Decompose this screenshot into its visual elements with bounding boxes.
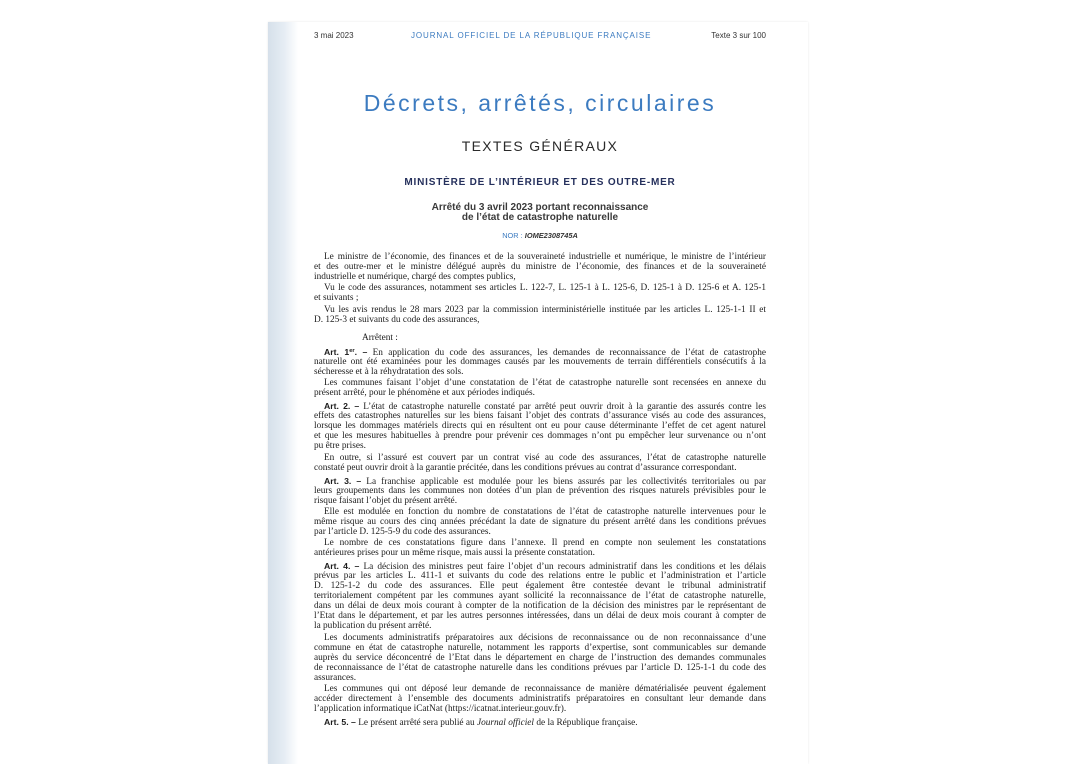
article-3 <box>314 476 766 506</box>
text-line <box>314 293 766 303</box>
line-text: commune en état de catastrophe naturelle, notamment les rapports d’expertise, sont communicables sur demande <box>314 642 766 653</box>
text-line <box>314 347 766 357</box>
subsection-title: TEXTES GÉNÉRAUX <box>461 138 619 154</box>
text-line <box>314 653 766 663</box>
section-title: Décrets, arrêtés, circulaires <box>363 90 717 116</box>
line-segment: de la République française. <box>534 718 638 728</box>
line-text: présent arrêté, pour le phénomène et aux périodes indiqués. <box>314 388 535 399</box>
para-paragraph <box>314 378 766 398</box>
line-text: Le ministre de l’économie, des finances et de la souveraineté industrielle et numérique, le ministre de l’intérieur <box>324 252 766 262</box>
text-line <box>314 378 766 388</box>
line-text: prévus par les articles L. 411-1 et suivants du code des relations entre le public et l’administration et l’article <box>314 571 766 582</box>
article-label-superscript: er <box>349 347 355 354</box>
line-text: l’application informatique iCatNat (https://icatnat.interieur.gouv.fr). <box>314 704 567 715</box>
article-label-dash: . – <box>347 401 360 412</box>
text-line <box>314 367 766 377</box>
line-text: D. 125-3 et suivants du code des assurances, <box>314 314 480 325</box>
line-text: auprès du service déconcentré de l’Etat dans le département en charge de l’instruction des demandes communales <box>314 652 766 663</box>
line-text: l’Etat dans le département, et par les autres personnes intéressées, dans un délai de deux mois courant à compter de <box>314 611 766 622</box>
line-text: et que les mesures habituelles à prendre pour prévenir ces dommages n’ont pu empêcher leur survenance ou n’ont <box>314 431 766 442</box>
text-line <box>314 611 766 621</box>
text-line <box>314 643 766 653</box>
line-text: Les communes faisant l’objet d’une constatation de l’état de catastrophe naturelle sont recensées en annexe du <box>324 378 766 389</box>
line-text: En outre, si l’assuré est couvert par un contrat visé au code des assurances, l’état de catastrophe naturelle <box>324 452 766 463</box>
text-line <box>314 463 766 473</box>
text-line <box>314 527 766 537</box>
article-label <box>324 561 359 571</box>
line-text: risque faisant l’objet du présent arrêté. <box>314 495 458 506</box>
article-label-dash: . – <box>348 475 362 486</box>
line-text: territorialement compétent par les communes ayant sollicité la reconnaissance de l’état de catastrophe naturelle, <box>314 591 766 602</box>
text-number: Texte 3 sur 100 <box>711 31 766 40</box>
article-label-text: Art. 5 <box>324 717 347 727</box>
article-label <box>324 476 361 486</box>
article-label <box>324 347 367 357</box>
article-label-text: Art. 2 <box>324 401 348 412</box>
text-line <box>314 357 766 367</box>
text-line <box>314 704 766 714</box>
text-line <box>314 262 766 272</box>
preamble-paragraph <box>314 305 766 325</box>
text-line <box>314 601 766 611</box>
line-text: effets des catastrophes naturelles sur les biens faisant l’objet des contrats d’assurance visés au code des assurances, <box>314 411 766 422</box>
text-line <box>314 315 766 325</box>
article-label-text: Art. 4 <box>324 561 348 572</box>
decree-title-line: Arrêté du 3 avril 2023 portant reconnaissance <box>431 201 649 213</box>
nor-code: IOME2308745A <box>524 230 578 240</box>
text-line <box>314 717 766 727</box>
line-text: industrielle et numérique, chargé des comptes publics, <box>314 272 516 283</box>
page-edge-strip <box>268 22 298 764</box>
para-paragraph <box>314 633 766 683</box>
line-text: Les communes qui ont déposé leur demande de reconnaissance de manière dématérialisée peuvent également <box>324 684 766 695</box>
arretent-text: Arrêtent : <box>362 333 398 343</box>
emphasis-text: Journal officiel <box>476 718 535 728</box>
text-line <box>314 411 766 421</box>
publication-date: 3 mai 2023 <box>314 31 354 40</box>
nor-label: NOR : <box>502 230 523 240</box>
text-line <box>314 538 766 548</box>
line-text: et des outre-mer et le ministre délégué auprès du ministre de l’économie, des finances et de la souveraineté <box>314 262 766 273</box>
decree-title-line: de l’état de catastrophe naturelle <box>461 212 619 223</box>
text-line <box>314 694 766 704</box>
decree-title <box>314 203 766 224</box>
text-line <box>314 621 766 631</box>
text-line <box>314 507 766 517</box>
line-text: La franchise applicable est modulée pour les biens assurés par les collectivités territoriales ou par <box>366 476 766 487</box>
article-label-dash: . – <box>354 347 368 358</box>
line-text: la publication du présent arrêté. <box>314 621 432 632</box>
line-text: naturelle ont été examinées pour les dommages causés par les mouvements de terrain différentiels consécutifs à la <box>314 357 766 368</box>
text-line <box>314 252 766 262</box>
line-text: Le nombre de ces constatations figure dans l’annexe. Il prend en compte non seulement les constatations <box>324 538 766 549</box>
text-line <box>314 673 766 683</box>
text-line <box>314 272 766 282</box>
article-4 <box>314 561 766 631</box>
line-text: leurs groupements dans les communes non dotées d’un plan de prévention des risques naturels prévisibles pour le <box>314 485 766 496</box>
ministry-heading: MINISTÈRE DE L’INTÉRIEUR ET DES OUTRE-MER <box>404 177 676 188</box>
line-text: constaté peut ouvrir droit à la garantie précitée, dans les conditions prévues au contrat d’assurance correspondant. <box>314 462 737 473</box>
text-line <box>314 581 766 591</box>
para-paragraph <box>314 507 766 537</box>
line-text: par l’article D. 125-5-9 du code des assurances. <box>314 527 491 537</box>
text-line <box>314 401 766 411</box>
preamble-paragraph <box>314 252 766 282</box>
line-text: lorsque les dommages matériels directs qui en résultent ont eu pour cause déterminante l’effet de cet agent naturel <box>314 421 766 432</box>
para-paragraph <box>314 538 766 558</box>
line-text: antérieures prises pour un même risque, mais aussi la présente constatation. <box>314 548 595 559</box>
article-label-text: Art. 1 <box>324 347 350 358</box>
line-text: dans un délai de deux mois courant à compter de la notification de la décision des ministres par le représentant de <box>314 601 766 612</box>
article-label <box>324 717 356 727</box>
line-text: L’état de catastrophe naturelle constaté par arrêté peut ouvrir droit à la garantie des assurés contre les <box>363 402 766 413</box>
article-label-dash: . – <box>347 561 360 572</box>
text-line <box>314 663 766 673</box>
line-text: Elle est modulée en fonction du nombre de constatations de l’état de catastrophe naturelle intervenues pour le <box>324 506 766 517</box>
article-label <box>324 401 359 411</box>
line-text: Les documents administratifs préparatoires aux décisions de reconnaissance ou de non reconnaissance d’une <box>324 632 766 643</box>
line-text: Vu le code des assurances, notamment ses articles L. 122-7, L. 125-1 à L. 125-6, D. 125-1 à D. 125-6 et A. 125-1 <box>324 283 766 294</box>
text-line <box>314 633 766 643</box>
text-line <box>314 571 766 581</box>
text-line <box>314 388 766 398</box>
text-line <box>314 431 766 441</box>
nor-reference <box>314 231 766 240</box>
arretent-line <box>314 333 766 343</box>
text-line <box>314 684 766 694</box>
line-text: sécheresse et à la réhydratation des sols. <box>314 367 464 378</box>
article-5 <box>314 717 766 727</box>
journal-title: JOURNAL OFFICIEL DE LA RÉPUBLIQUE FRANÇAISE <box>411 31 652 40</box>
line-text: accéder directement à l’ensemble des documents administratifs préparatoires en consultant leur demande dans <box>314 694 766 705</box>
text-line <box>314 441 766 451</box>
decree-body <box>314 252 766 727</box>
text-line <box>314 561 766 571</box>
text-line <box>314 476 766 486</box>
line-text: et suivants ; <box>314 293 359 304</box>
line-text: de reconnaissance de l’état de catastrophe naturelle dans les conditions prévues par l’article D. 125-1-1 du code des <box>314 662 766 673</box>
text-line <box>314 453 766 463</box>
line-text: Vu les avis rendus le 28 mars 2023 par la commission interministérielle instituée par les articles L. 125-1-1 II et <box>324 304 766 315</box>
article-2 <box>314 401 766 451</box>
para-paragraph <box>314 684 766 714</box>
line-text: D. 125-1-2 du code des assurances. Elle peut également être contestée devant le tribunal administratif <box>314 581 766 592</box>
text-line <box>314 496 766 506</box>
line-text: pu être prises. <box>314 441 366 452</box>
text-line <box>314 305 766 315</box>
line-text: même risque au cours des cinq années précédant la date de signature du présent arrêté dans les conditions prévues <box>314 516 766 527</box>
line-text: La décision des ministres peut faire l’objet d’un recours administratif dans les conditions et les délais <box>363 562 766 573</box>
article-1 <box>314 347 766 377</box>
text-line <box>314 283 766 293</box>
text-line <box>314 517 766 527</box>
text-line <box>314 591 766 601</box>
text-line <box>314 548 766 558</box>
line-segment: Le présent arrêté sera publié au <box>358 718 477 728</box>
line-text: assurances. <box>314 672 357 683</box>
para-paragraph <box>314 453 766 473</box>
preamble-paragraph <box>314 283 766 303</box>
text-line <box>314 421 766 431</box>
article-label-text: Art. 3 <box>324 475 349 486</box>
line-text: En application du code des assurances, les demandes de reconnaissance de l’état de catastrophe <box>372 348 766 359</box>
text-line <box>314 486 766 496</box>
article-label-dash: . – <box>346 717 356 727</box>
